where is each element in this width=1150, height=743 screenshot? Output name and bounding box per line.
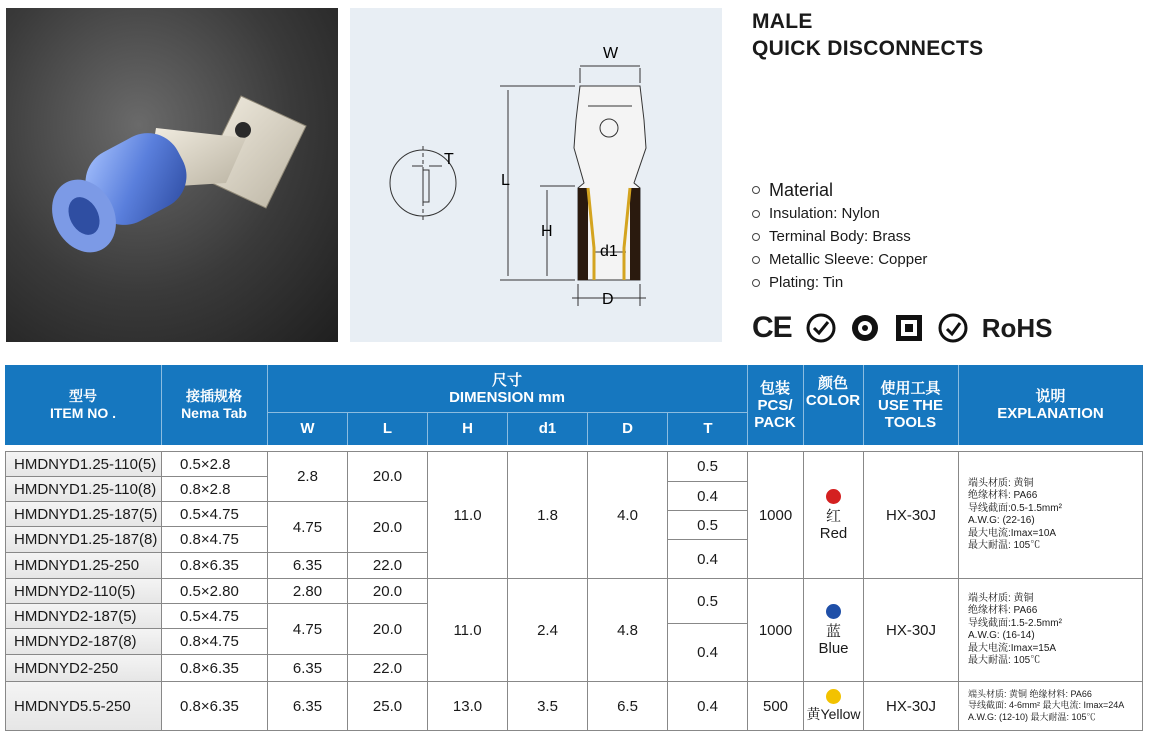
- title-line-1: MALE: [752, 10, 813, 33]
- tool-model: HX-30J: [863, 451, 959, 579]
- dim-l: 22.0: [347, 654, 428, 682]
- explanation-lines: [968, 478, 1062, 553]
- nema-tab: 0.5×2.80: [161, 578, 268, 604]
- dim-l: 20.0: [347, 603, 428, 655]
- table-body: [5, 451, 1143, 737]
- nema-tab: 0.8×6.35: [161, 552, 268, 579]
- explanation-line: 端头材质: 黄铜: [968, 592, 1034, 604]
- header-dim-en: DIMENSION mm: [449, 388, 565, 406]
- bullet-icon: [752, 210, 760, 218]
- dim-d: 6.5: [587, 681, 668, 731]
- header-nema-cn: 接插规格: [186, 388, 242, 404]
- dim-w: 4.75: [267, 501, 348, 553]
- dim-d1: 3.5: [507, 681, 588, 731]
- table-row-item: HMDNYD5.5-250: [5, 681, 162, 731]
- nema-tab: 0.8×4.75: [161, 526, 268, 553]
- certification-marks: [752, 308, 1052, 348]
- header-dim-T: T: [667, 412, 748, 445]
- ce-mark: CE: [752, 311, 792, 344]
- dim-h: 13.0: [427, 681, 508, 731]
- color-cell: [803, 578, 864, 682]
- color-cn: 黄: [806, 706, 821, 722]
- table-row-item: HMDNYD1.25-110(8): [5, 476, 162, 502]
- header-divider: [161, 365, 162, 445]
- explanation-line: 最大耐温: 105℃: [968, 540, 1041, 551]
- explanation-cell: [958, 451, 1143, 579]
- pack-qty: 1000: [747, 578, 804, 682]
- terminal-illustration: [6, 8, 338, 342]
- dim-t: 0.5: [667, 451, 748, 482]
- header-nema: [161, 365, 267, 445]
- ul-cert-icon: [894, 313, 924, 343]
- dim-t: 0.5: [667, 510, 748, 540]
- header-expl-en: EXPLANATION: [997, 405, 1104, 422]
- header-pack: [747, 365, 803, 445]
- explanation-cell: [958, 681, 1143, 731]
- tool-model: HX-30J: [863, 681, 959, 731]
- dim-h: 11.0: [427, 451, 508, 579]
- material-item: [752, 248, 927, 271]
- label-D: D: [602, 291, 614, 308]
- nema-tab: 0.5×2.8: [161, 451, 268, 477]
- label-L: L: [501, 172, 510, 189]
- dim-l: 20.0: [347, 578, 428, 604]
- dim-w: 6.35: [267, 552, 348, 579]
- header-item: [5, 365, 161, 445]
- header-divider: [267, 365, 268, 445]
- color-cell: [803, 451, 864, 579]
- color-label: [807, 706, 861, 723]
- header-color-en: COLOR: [805, 392, 861, 409]
- header-dim-cn: 尺寸: [491, 371, 522, 389]
- material-item: [752, 271, 927, 294]
- header-divider: [267, 412, 747, 413]
- header-pack-en2: PACK: [754, 413, 796, 431]
- color-cn: 红: [825, 507, 841, 525]
- header-tools: [863, 365, 958, 445]
- table-row-item: HMDNYD2-250: [5, 654, 162, 682]
- dim-l: 20.0: [347, 501, 428, 553]
- material-item-text: Terminal Body: Brass: [769, 228, 911, 245]
- red-dot-icon: [826, 489, 841, 504]
- header-item-en: ITEM NO .: [49, 405, 117, 421]
- header-color-cn: 颜色: [817, 375, 848, 392]
- table-row-item: HMDNYD2-110(5): [5, 578, 162, 604]
- header-expl-cn: 说明: [1035, 388, 1066, 405]
- nema-tab: 0.8×6.35: [161, 681, 268, 731]
- dim-l: 22.0: [347, 552, 428, 579]
- header-color: [803, 365, 863, 445]
- materials-heading-text: Material: [769, 179, 834, 200]
- header-divider: [747, 365, 748, 445]
- header-explanation: [958, 365, 1143, 445]
- bullet-icon: [752, 233, 760, 241]
- table-header: [5, 365, 1143, 445]
- label-W: W: [603, 45, 619, 62]
- dim-w: 4.75: [267, 603, 348, 655]
- material-item-text: Metallic Sleeve: Copper: [769, 251, 928, 268]
- header-dim-W: W: [267, 412, 347, 445]
- dim-t: 0.4: [667, 539, 748, 579]
- dim-d1: 1.8: [507, 451, 588, 579]
- header-dimension: [267, 365, 747, 412]
- label-d1: d1: [600, 243, 618, 260]
- page-title: [752, 8, 983, 62]
- dim-t: 0.5: [667, 578, 748, 624]
- color-en: Blue: [818, 639, 849, 657]
- color-cn: 蓝: [825, 622, 841, 640]
- explanation-line: 端头材质: 黄铜 绝缘材料: PA66: [968, 688, 1092, 699]
- explanation-lines: [968, 689, 1124, 724]
- explanation-line: A.W.G: (16-14): [968, 630, 1035, 641]
- explanation-line: A.W.G: (22-16): [968, 515, 1035, 526]
- pack-qty: 1000: [747, 451, 804, 579]
- explanation-cell: [958, 578, 1143, 682]
- header-dim-d1: d1: [507, 412, 587, 445]
- material-item-text: Insulation: Nylon: [769, 205, 880, 222]
- header-pack-cn: 包装: [759, 379, 790, 397]
- header-dim-D: D: [587, 412, 667, 445]
- header-tools-en1: USE THE: [877, 396, 943, 414]
- header-nema-en: Nema Tab: [181, 405, 247, 421]
- dim-w: 2.8: [267, 451, 348, 502]
- nema-tab: 0.8×6.35: [161, 654, 268, 682]
- explanation-line: 绝缘材料: PA66: [968, 490, 1038, 501]
- header-dim-L: L: [347, 412, 427, 445]
- table-row-item: HMDNYD1.25-250: [5, 552, 162, 579]
- table-row-item: HMDNYD1.25-187(5): [5, 501, 162, 527]
- table-row-item: HMDNYD1.25-110(5): [5, 451, 162, 477]
- materials-heading: [752, 178, 927, 202]
- quality-cert-icon: [806, 313, 836, 343]
- drawing-svg: [350, 8, 722, 342]
- dim-t: 0.4: [667, 481, 748, 511]
- label-T: T: [444, 151, 454, 168]
- title-line-2: QUICK DISCONNECTS: [752, 37, 984, 60]
- table-row-item: HMDNYD1.25-187(8): [5, 526, 162, 553]
- dim-w: 2.80: [267, 578, 348, 604]
- explanation-line: 最大电流:Imax=15A: [968, 642, 1057, 654]
- header-divider: [803, 365, 804, 445]
- dimension-drawing: [350, 8, 722, 342]
- dim-d: 4.8: [587, 578, 668, 682]
- label-H: H: [541, 223, 553, 240]
- product-photo: [6, 8, 338, 342]
- materials-list: [752, 178, 927, 294]
- nema-tab: 0.5×4.75: [161, 501, 268, 527]
- sgs-cert-icon: [938, 313, 968, 343]
- bullet-icon: [752, 256, 760, 264]
- explanation-lines: [968, 593, 1062, 668]
- header-divider: [863, 365, 864, 445]
- rohs-mark: RoHS: [981, 312, 1053, 343]
- color-en: Red: [819, 524, 848, 542]
- header-tools-en2: TOOLS: [884, 413, 937, 431]
- header-tools-cn: 使用工具: [880, 379, 941, 397]
- yellow-dot-icon: [826, 689, 841, 704]
- explanation-line: 端头材质: 黄铜: [968, 477, 1034, 489]
- explanation-line: 导线截面:1.5-2.5mm²: [968, 617, 1062, 629]
- material-item-text: Plating: Tin: [769, 274, 844, 291]
- dim-w: 6.35: [267, 681, 348, 731]
- table-row-item: HMDNYD2-187(8): [5, 628, 162, 655]
- pack-qty: 500: [747, 681, 804, 731]
- header-item-cn: 型号: [69, 388, 97, 404]
- nema-tab: 0.8×2.8: [161, 476, 268, 502]
- explanation-line: 最大耐温: 105℃: [968, 655, 1041, 666]
- blue-dot-icon: [826, 604, 841, 619]
- tool-model: HX-30J: [863, 578, 959, 682]
- nema-tab: 0.5×4.75: [161, 603, 268, 629]
- material-item: [752, 225, 927, 248]
- dim-w: 6.35: [267, 654, 348, 682]
- dim-t: 0.4: [667, 623, 748, 682]
- explanation-line: 导线截面: 4-6mm² 最大电流: Imax=24A: [968, 700, 1125, 711]
- color-en: Yellow: [820, 706, 861, 722]
- table-row-item: HMDNYD2-187(5): [5, 603, 162, 629]
- bullet-icon: [752, 186, 760, 194]
- dim-h: 11.0: [427, 578, 508, 682]
- dim-t: 0.4: [667, 681, 748, 731]
- ccc-cert-icon: [850, 313, 880, 343]
- dim-l: 20.0: [347, 451, 428, 502]
- explanation-line: 最大电流:Imax=10A: [968, 527, 1057, 539]
- color-cell: [803, 681, 864, 731]
- explanation-line: A.W.G: (12-10) 最大耐温: 105℃: [968, 711, 1096, 722]
- nema-tab: 0.8×4.75: [161, 628, 268, 655]
- dim-d: 4.0: [587, 451, 668, 579]
- explanation-line: 绝缘材料: PA66: [968, 605, 1038, 616]
- explanation-line: 导线截面:0.5-1.5mm²: [968, 502, 1062, 514]
- header-divider: [958, 365, 959, 445]
- header-pack-en1: PCS/: [757, 396, 793, 414]
- dim-d1: 2.4: [507, 578, 588, 682]
- bullet-icon: [752, 279, 760, 287]
- dim-l: 25.0: [347, 681, 428, 731]
- material-item: [752, 202, 927, 225]
- header-dim-H: H: [427, 412, 507, 445]
